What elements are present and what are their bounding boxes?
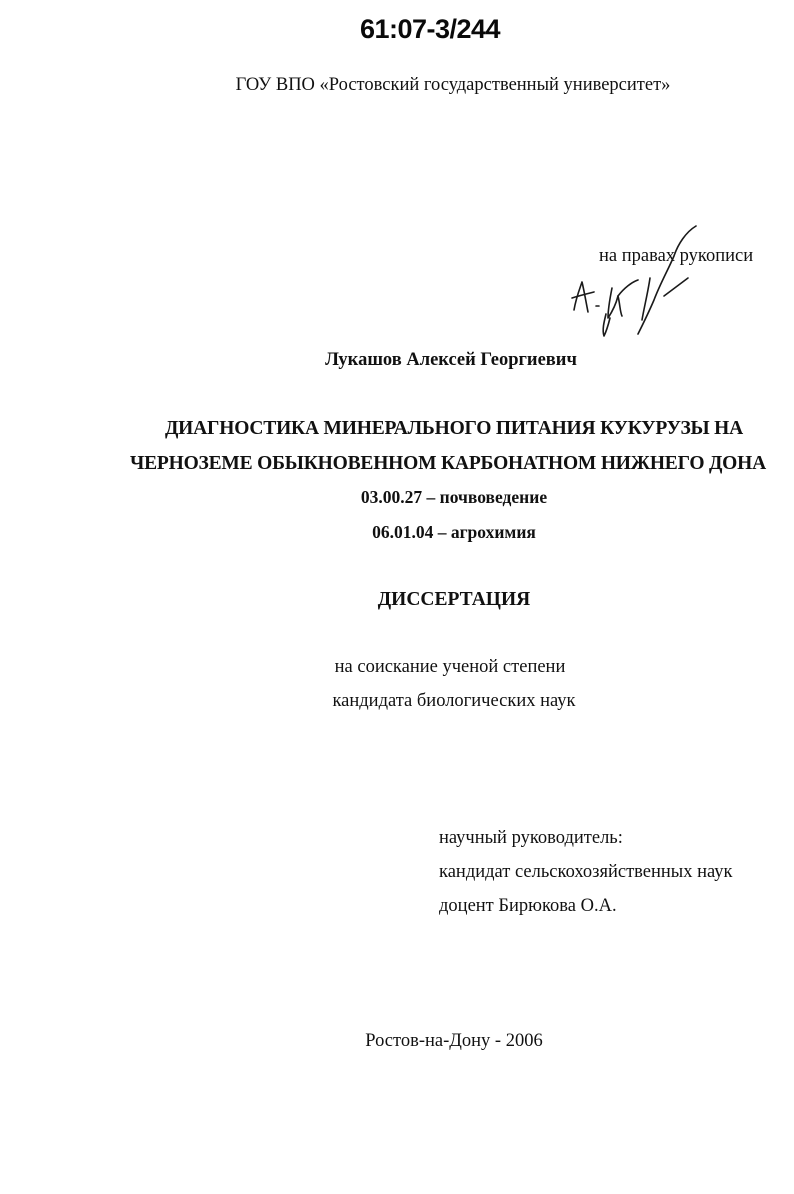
degree-line-2: кандидата биологических наук (332, 691, 576, 711)
signature-icon (556, 218, 716, 348)
supervisor-degree: кандидат сельскохозяйственных наук (439, 862, 733, 882)
specialty-code-2: 06.01.04 – агрохимия (372, 522, 536, 542)
place-and-year: Ростов-на-Дону - 2006 (365, 1031, 543, 1051)
degree-line-1: на соискание ученой степени (334, 657, 566, 677)
document-type-heading: ДИССЕРТАЦИЯ (377, 589, 531, 610)
supervisor-role: научный руководитель: (439, 828, 623, 848)
author-name: Лукашов Алексей Георгиевич (325, 350, 577, 370)
supervisor-name: доцент Бирюкова О.А. (439, 896, 617, 916)
catalog-stamp: 61:07-3/244 (359, 14, 501, 44)
dissertation-title-line-2: ЧЕРНОЗЕМЕ ОБЫКНОВЕННОМ КАРБОНАТНОМ НИЖНЕГО ДОНА (129, 453, 767, 474)
manuscript-rights-note: на правах рукописи (599, 246, 754, 266)
specialty-code-1: 03.00.27 – почвоведение (360, 487, 548, 507)
institution-name: ГОУ ВПО «Ростовский государственный университет» (235, 75, 671, 95)
dissertation-title-line-1: ДИАГНОСТИКА МИНЕРАЛЬНОГО ПИТАНИЯ КУКУРУЗЫ НА (164, 418, 744, 439)
